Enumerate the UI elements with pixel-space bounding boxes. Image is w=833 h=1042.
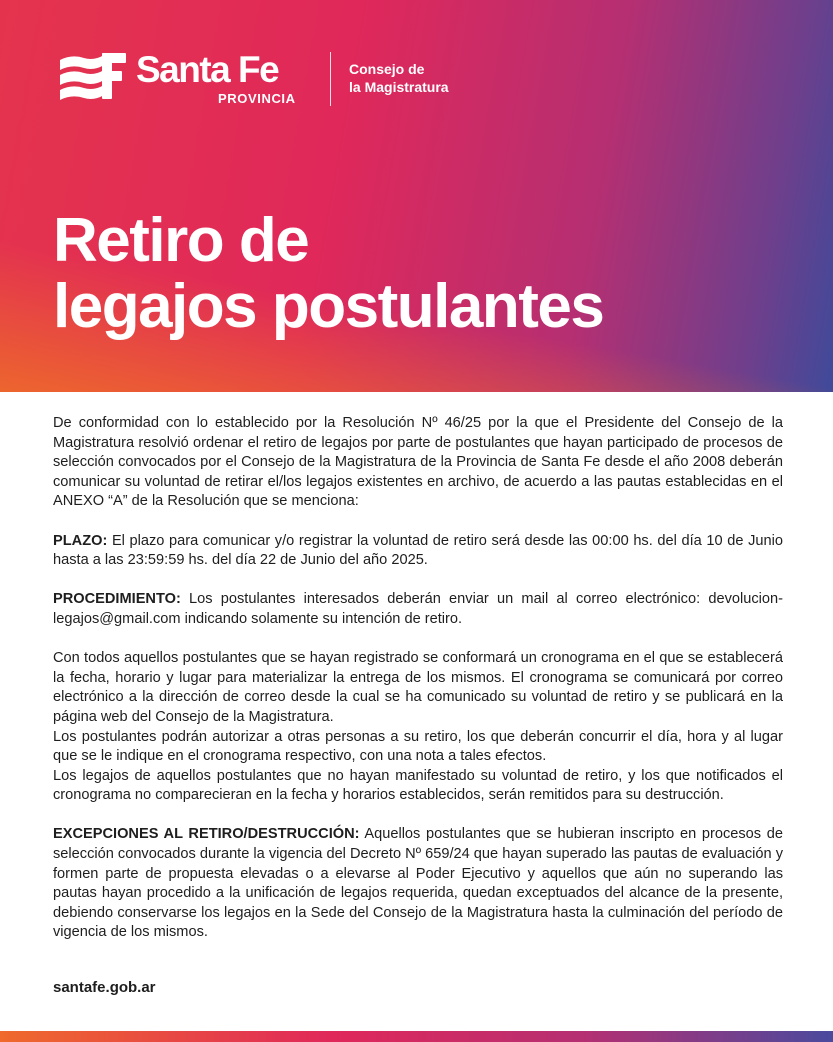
logo-organization-line1: Consejo de: [349, 61, 425, 77]
logo-organization-line2: la Magistratura: [349, 79, 449, 95]
footer-gradient-bar: [0, 1031, 833, 1042]
title-line-2: legajos postulantes: [53, 272, 604, 341]
procedimiento-label: PROCEDIMIENTO:: [53, 591, 181, 608]
logo-province: PROVINCIA: [218, 91, 296, 106]
plazo-text: El plazo para comunicar y/o registrar la voluntad de retiro será desde las 00:00 hs. del día 10 de Junio hasta a las 23:59:59 hs. del día 22 de Junio del año 2025.: [53, 532, 783, 569]
procedimiento-paragraph: [53, 590, 783, 629]
autorizar-paragraph: Los postulantes podrán autorizar a otras personas a su retiro, los que deberán concurrir el día, hora y al lugar que se le indique en el cronograma respectivo, con una nota a tales efectos.: [53, 728, 783, 765]
excepciones-label: EXCEPCIONES AL RETIRO/DESTRUCCIÓN:: [53, 826, 360, 843]
plazo-paragraph: [53, 532, 783, 571]
excepciones-text: Aquellos postulantes que se hubieran inscripto en procesos de selección convocados durante la vigencia del Decreto Nº 659/24 que hayan superado las pautas de evaluación y formen parte de propuesta elevadas o a elevarse al Poder Ejecutivo y aquellos que aún no superando las pautas hayan procedido a la unificación de legajos requerida, quedan exceptuados del alcance de la presente, debiendo conservarse los legajos en la Sede del Consejo de la Magistratura hasta la culminación del período de vigencia de los mismos.: [53, 826, 783, 941]
title-line-1: Retiro de: [53, 206, 309, 275]
excepciones-paragraph: [53, 825, 783, 943]
intro-paragraph: De conformidad con lo establecido por la Resolución Nº 46/25 por la que el Presidente del Consejo de la Magistratura resolvió ordenar el retiro de legajos por parte de postulantes que hayan participado de procesos de selección convocados por el Consejo de la Magistratura de la Provincia de Santa Fe desde el año 2008 deberán comunicar su voluntad de retirar el/los legajos existentes en archivo, de acuerdo a las pautas establecidas en el ANEXO “A” de la Resolución que se menciona:: [53, 415, 783, 510]
plazo-label: PLAZO:: [53, 532, 108, 549]
notice-body: [53, 414, 783, 943]
page-title: [53, 208, 603, 340]
destruccion-paragraph: Los legajos de aquellos postulantes que no hayan manifestado su voluntad de retiro, y los que notificados el cronograma no comparecieran en la fecha y horarios establecidos, serán remitidos para su destrucción.: [53, 767, 783, 804]
logo-organization: [349, 60, 449, 96]
santa-fe-logo: [58, 50, 478, 110]
header-banner: [0, 0, 833, 392]
website-link[interactable]: santafe.gob.ar: [53, 979, 156, 996]
logo-name: Santa Fe: [136, 49, 279, 90]
cronograma-paragraph: Con todos aquellos postulantes que se hayan registrado se conformará un cronograma en el que se establecerá la fecha, horario y lugar para materializar la entrega de los mismos. El cronograma se comunicará por correo electrónico a la dirección de correo desde la cual se ha comunicado su voluntad de retiro y se publicará en la página web del Consejo de la Magistratura.: [53, 650, 783, 725]
procedimiento-text: Los postulantes interesados deberán enviar un mail al correo electrónico: devolucion-legajos@gmail.com indicando solamente su intención de retiro.: [53, 591, 783, 627]
santa-fe-emblem-icon: [58, 50, 128, 106]
logo-divider: [330, 52, 331, 106]
